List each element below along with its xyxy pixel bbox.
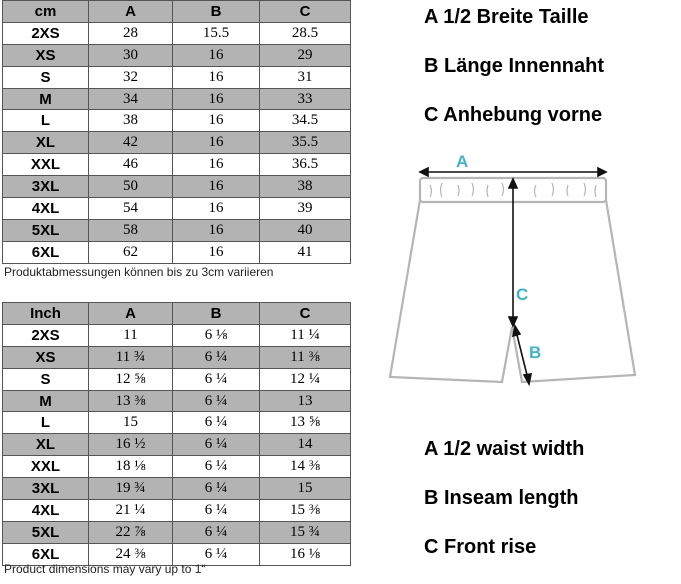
measure-cell: 16 xyxy=(173,241,260,263)
measure-cell: 16 xyxy=(173,88,260,110)
measure-cell: 54 xyxy=(89,198,173,220)
measure-cell: 6 ¼ xyxy=(173,368,260,390)
measure-cell: 24 ⅜ xyxy=(89,543,173,565)
table-row xyxy=(3,110,351,132)
size-label: 5XL xyxy=(3,521,89,543)
table-row xyxy=(3,88,351,110)
label-b: B xyxy=(529,343,542,362)
measure-cell: 50 xyxy=(89,176,173,198)
measure-cell: 46 xyxy=(89,154,173,176)
table-row xyxy=(3,219,351,241)
measure-cell: 15 ⅜ xyxy=(260,500,351,522)
measure-cell: 38 xyxy=(89,110,173,132)
shorts-diagram xyxy=(380,145,650,395)
measure-cell: 16 xyxy=(173,219,260,241)
table-row xyxy=(3,390,351,412)
measure-cell: 16 xyxy=(173,110,260,132)
table-row xyxy=(3,412,351,434)
measure-cell: 16 xyxy=(173,198,260,220)
size-label: XS xyxy=(3,346,89,368)
legend-de-waist: A 1/2 Breite Taille xyxy=(424,6,589,28)
measure-cell: 31 xyxy=(260,66,351,88)
cm-size-table xyxy=(2,0,351,264)
measure-cell: 28 xyxy=(89,22,173,44)
table-row xyxy=(3,456,351,478)
measure-cell: 15 xyxy=(89,412,173,434)
size-label: 6XL xyxy=(3,543,89,565)
size-label: XXL xyxy=(3,154,89,176)
size-label: M xyxy=(3,390,89,412)
measure-cell: 6 ¼ xyxy=(173,456,260,478)
measure-cell: 21 ¼ xyxy=(89,500,173,522)
table-row xyxy=(3,241,351,263)
measure-cell: 14 xyxy=(260,434,351,456)
measure-cell: 15.5 xyxy=(173,22,260,44)
measure-cell: 6 ¼ xyxy=(173,478,260,500)
measure-cell: 16 xyxy=(173,176,260,198)
size-label: 3XL xyxy=(3,176,89,198)
size-label: 6XL xyxy=(3,241,89,263)
measure-cell: 6 ¼ xyxy=(173,500,260,522)
table-row xyxy=(3,521,351,543)
measure-cell: 15 ¾ xyxy=(260,521,351,543)
measure-cell: 6 ¼ xyxy=(173,434,260,456)
measure-cell: 12 ⅝ xyxy=(89,368,173,390)
measure-cell: 11 ¼ xyxy=(260,324,351,346)
measure-cell: 34 xyxy=(89,88,173,110)
size-label: L xyxy=(3,412,89,434)
measure-cell: 34.5 xyxy=(260,110,351,132)
size-label: 2XS xyxy=(3,324,89,346)
table-row xyxy=(3,434,351,456)
measure-cell: 6 ¼ xyxy=(173,346,260,368)
table-header-row xyxy=(3,303,351,325)
header-a: A xyxy=(89,303,173,325)
size-label: 2XS xyxy=(3,22,89,44)
table-row xyxy=(3,132,351,154)
measure-cell: 6 ¼ xyxy=(173,543,260,565)
table-row xyxy=(3,154,351,176)
table-row xyxy=(3,198,351,220)
measure-cell: 6 ¼ xyxy=(173,390,260,412)
table-row xyxy=(3,66,351,88)
measure-cell: 30 xyxy=(89,44,173,66)
table-row xyxy=(3,346,351,368)
table-header-row xyxy=(3,1,351,23)
measure-cell: 13 xyxy=(260,390,351,412)
size-label: XL xyxy=(3,132,89,154)
measure-cell: 58 xyxy=(89,219,173,241)
measure-cell: 11 ¾ xyxy=(89,346,173,368)
measure-cell: 6 ¼ xyxy=(173,412,260,434)
measure-cell: 15 xyxy=(260,478,351,500)
table-row xyxy=(3,500,351,522)
header-b: B xyxy=(173,1,260,23)
size-label: XL xyxy=(3,434,89,456)
measure-cell: 12 ¼ xyxy=(260,368,351,390)
measure-cell: 18 ⅛ xyxy=(89,456,173,478)
measure-cell: 29 xyxy=(260,44,351,66)
table-row xyxy=(3,22,351,44)
measure-cell: 6 ¼ xyxy=(173,521,260,543)
size-label: 4XL xyxy=(3,500,89,522)
size-label: 4XL xyxy=(3,198,89,220)
header-a: A xyxy=(89,1,173,23)
measure-cell: 11 xyxy=(89,324,173,346)
inch-variance-note: Product dimensions may vary up to 1“ xyxy=(4,562,206,576)
measure-cell: 62 xyxy=(89,241,173,263)
measure-cell: 42 xyxy=(89,132,173,154)
measure-cell: 16 ⅛ xyxy=(260,543,351,565)
legend-en-inseam: B Inseam length xyxy=(424,487,579,509)
measure-cell: 16 xyxy=(173,132,260,154)
inch-size-table xyxy=(2,302,351,566)
measure-cell: 11 ⅜ xyxy=(260,346,351,368)
header-b: B xyxy=(173,303,260,325)
size-label: 5XL xyxy=(3,219,89,241)
measure-cell: 41 xyxy=(260,241,351,263)
label-a: A xyxy=(456,152,469,171)
measure-cell: 36.5 xyxy=(260,154,351,176)
measure-cell: 13 ⅝ xyxy=(260,412,351,434)
size-label: L xyxy=(3,110,89,132)
measure-cell: 39 xyxy=(260,198,351,220)
table-row xyxy=(3,44,351,66)
measure-cell: 14 ⅜ xyxy=(260,456,351,478)
measure-a-arrow xyxy=(420,168,606,176)
measure-cell: 35.5 xyxy=(260,132,351,154)
measure-cell: 13 ⅜ xyxy=(89,390,173,412)
table-row xyxy=(3,478,351,500)
cm-variance-note: Produktabmessungen können bis zu 3cm variieren xyxy=(4,265,274,279)
size-label: M xyxy=(3,88,89,110)
legend-en-waist: A 1/2 waist width xyxy=(424,438,585,460)
measure-cell: 16 ½ xyxy=(89,434,173,456)
measure-cell: 38 xyxy=(260,176,351,198)
label-c: C xyxy=(516,285,529,304)
header-c: C xyxy=(260,1,351,23)
table-row xyxy=(3,324,351,346)
measure-cell: 19 ¾ xyxy=(89,478,173,500)
measure-cell: 32 xyxy=(89,66,173,88)
size-label: XS xyxy=(3,44,89,66)
table-row xyxy=(3,368,351,390)
size-label: XXL xyxy=(3,456,89,478)
size-label: S xyxy=(3,368,89,390)
legend-en-rise: C Front rise xyxy=(424,536,537,558)
measure-cell: 28.5 xyxy=(260,22,351,44)
measure-cell: 22 ⅞ xyxy=(89,521,173,543)
header-c: C xyxy=(260,303,351,325)
legend-de-inseam: B Länge Innennaht xyxy=(424,55,604,77)
size-label: 3XL xyxy=(3,478,89,500)
measure-cell: 16 xyxy=(173,44,260,66)
measure-cell: 33 xyxy=(260,88,351,110)
legend-de-rise: C Anhebung vorne xyxy=(424,104,603,126)
measure-cell: 40 xyxy=(260,219,351,241)
measure-cell: 16 xyxy=(173,154,260,176)
size-label: S xyxy=(3,66,89,88)
measure-cell: 6 ⅛ xyxy=(173,324,260,346)
header-unit: Inch xyxy=(3,303,89,325)
table-row xyxy=(3,176,351,198)
measure-cell: 16 xyxy=(173,66,260,88)
header-unit: cm xyxy=(3,1,89,23)
